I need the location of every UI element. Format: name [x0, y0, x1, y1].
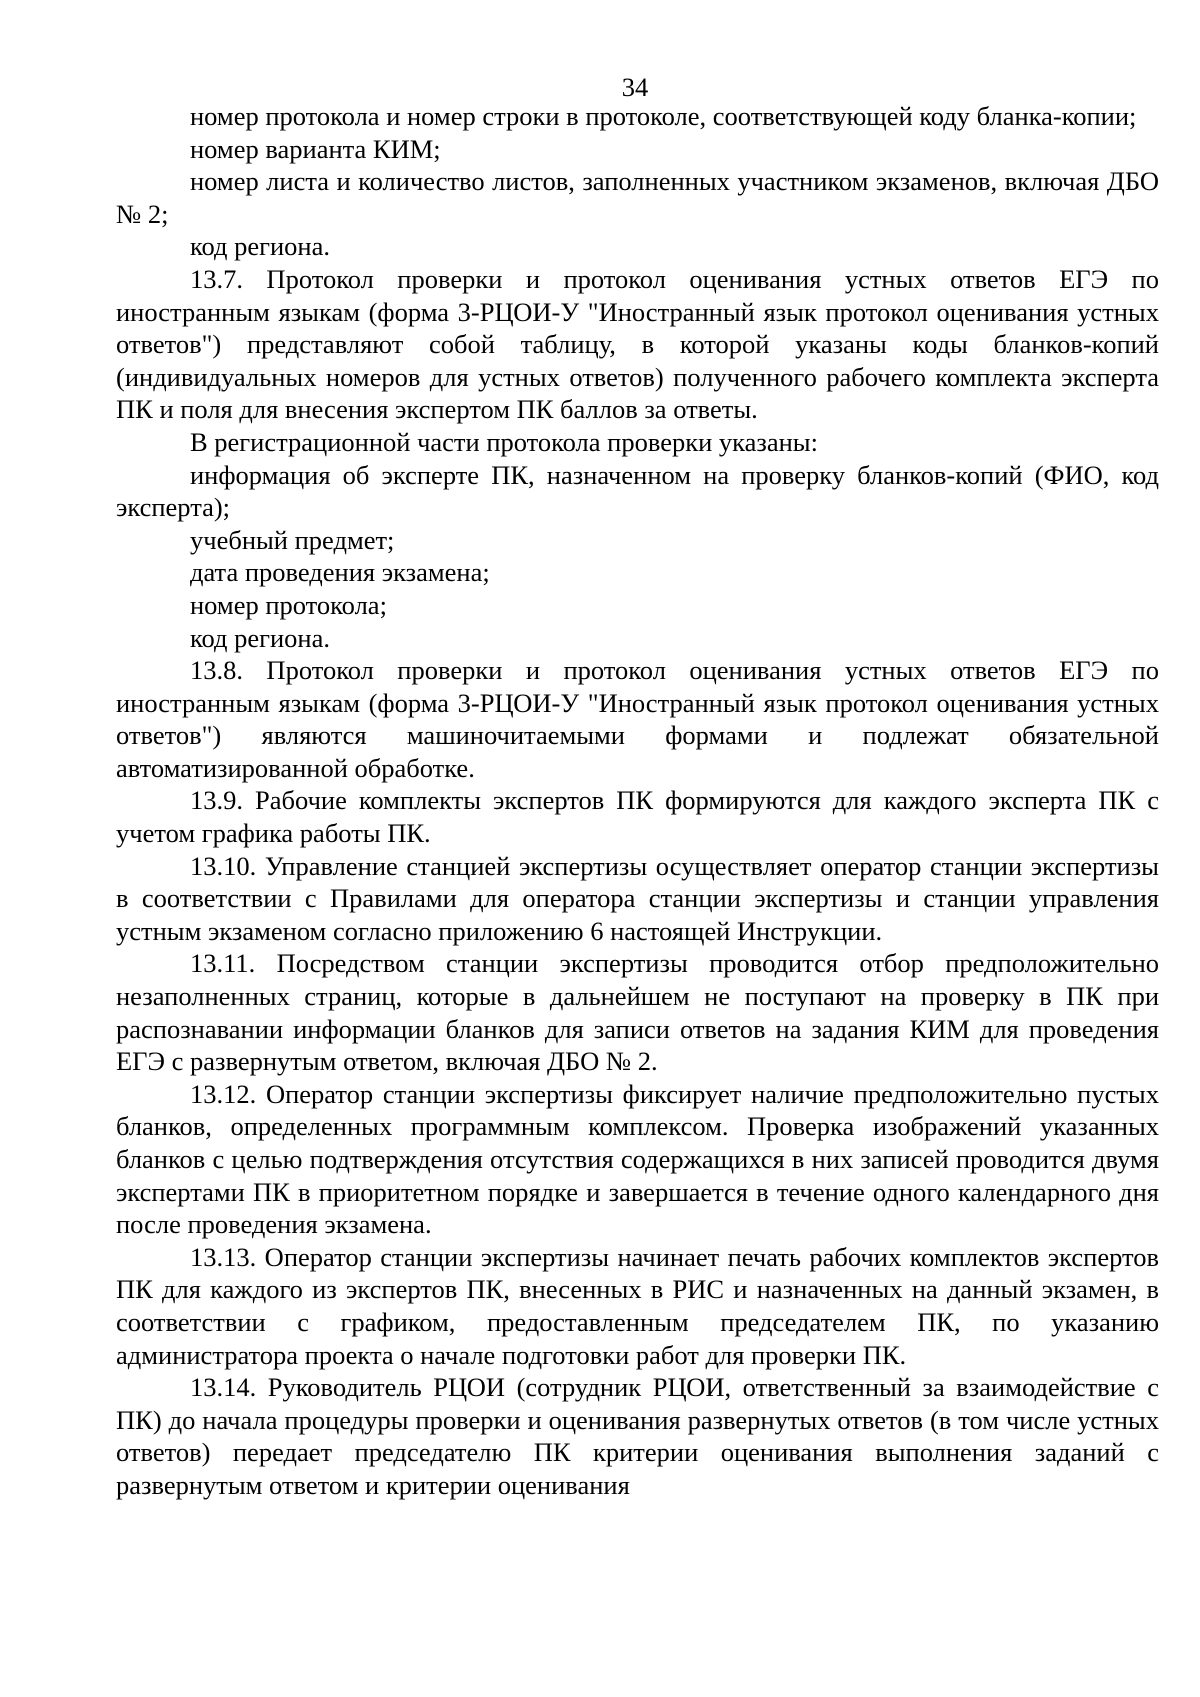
paragraph-sheet-number: номер листа и количество листов, заполненных участником экзаменов, включая ДБО № 2; [116, 166, 1159, 229]
document-body [116, 100, 1159, 1502]
paragraph-13-12: 13.12. Оператор станции экспертизы фиксирует наличие предположительно пустых бланков, определенных программным комплексом. Проверка изображений указанных бланков с целью подтверждения отсутствия содержащихся в них записей проводится двумя экспертами ПК в приоритетном порядке и завершается в течение одного календарного дня после проведения экзамена. [116, 1078, 1159, 1240]
paragraph-13-13: 13.13. Оператор станции экспертизы начинает печать рабочих комплектов экспертов ПК для каждого из экспертов ПК, внесенных в РИС и назначенных на данный экзамен, в соответствии с графиком, предоставленным председателем ПК, по указанию администратора проекта о начале подготовки работ для проверки ПК. [116, 1241, 1159, 1370]
paragraph-protocol-number: номер протокола и номер строки в протоколе, соответствующей коду бланка-копии; [190, 101, 1137, 131]
paragraph-13-7: 13.7. Протокол проверки и протокол оценивания устных ответов ЕГЭ по иностранным языкам (форма 3-РЦОИ-У "Иностранный язык протокол оценивания устных ответов") представляют собой таблицу, в которой указаны коды бланков-копий (индивидуальных номеров для устных ответов) полученного рабочего комплекта эксперта ПК и поля для внесения экспертом ПК баллов за ответы. [116, 263, 1159, 425]
paragraph-region-code: код региона. [190, 231, 331, 262]
paragraph-kim-variant: номер варианта КИМ; [190, 133, 441, 164]
paragraph-13-9: 13.9. Рабочие комплекты экспертов ПК формируются для каждого эксперта ПК с учетом графика работы ПК. [116, 785, 1159, 849]
paragraph-13-14: 13.14. Руководитель РЦОИ (сотрудник РЦОИ, ответственный за взаимодействие с ПК) до начала процедуры проверки и оценивания развернутых ответов (в том числе устных ответов) передает председателю ПК критерии оценивания выполнения заданий с развернутым ответом и критерии оценивания [116, 1372, 1159, 1500]
paragraph-registration-part: В регистрационной части протокола проверки указаны: [190, 426, 818, 457]
paragraph-protocol-no: номер протокола; [190, 589, 387, 620]
paragraph-13-10: 13.10. Управление станцией экспертизы осуществляет оператор станции экспертизы в соответствии с Правилами для оператора станции экспертизы и станции управления устным экзаменом согласно приложению 6 настоящей Инструкции. [116, 850, 1159, 946]
paragraph-expert-info: информация об эксперте ПК, назначенном на проверку бланков-копий (ФИО, код эксперта); [116, 459, 1159, 523]
paragraph-13-8: 13.8. Протокол проверки и протокол оценивания устных ответов ЕГЭ по иностранным языкам (форма 3-РЦОИ-У "Иностранный язык протокол оценивания устных ответов") являются машиночитаемыми формами и подлежат обязательной автоматизированной обработке. [116, 655, 1159, 783]
paragraph-13-11: 13.11. Посредством станции экспертизы проводится отбор предположительно незаполненных страниц, которые в дальнейшем не поступают на проверку в ПК при распознавании информации бланков для записи ответов на задания КИМ для проведения ЕГЭ с развернутым ответом, включая ДБО № 2. [116, 948, 1159, 1077]
paragraph-subject: учебный предмет; [190, 524, 395, 555]
paragraph-exam-date: дата проведения экзамена; [190, 557, 490, 588]
page-number: 34 [621, 72, 649, 102]
paragraph-region-code-2: код региона. [190, 622, 331, 653]
